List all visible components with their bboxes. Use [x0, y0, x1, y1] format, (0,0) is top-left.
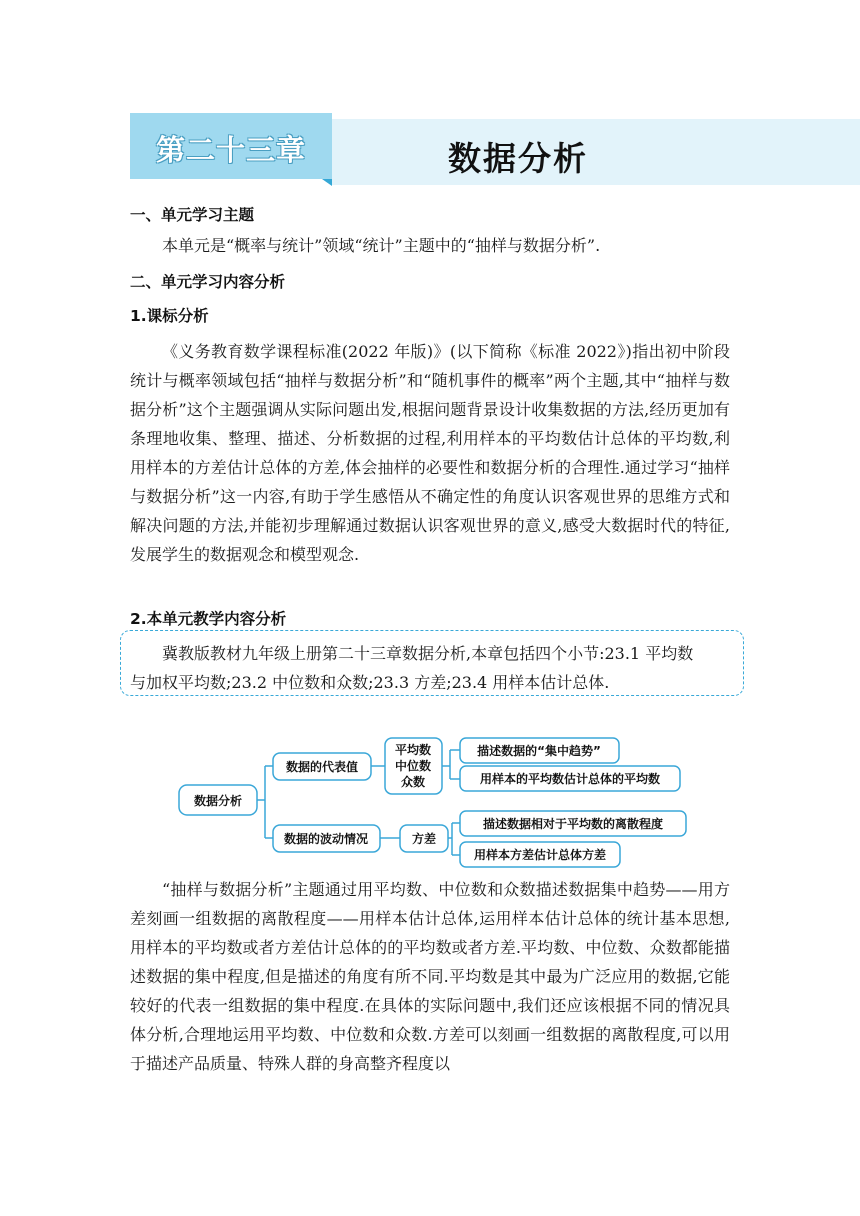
leaf1-label: 描述数据的“集中趋势”	[477, 744, 601, 758]
branch1-child-label-3: 众数	[400, 775, 426, 789]
subsection-2-heading: 2.本单元教学内容分析	[130, 610, 287, 628]
callout-line-2: 与加权平均数;23.2 中位数和众数;23.3 方差;23.4 用样本估计总体.	[130, 673, 610, 692]
branch1-child-connector	[442, 750, 460, 779]
summary-paragraph: “抽样与数据分析”主题通过用平均数、中位数和众数描述数据集中趋势——用方差刻画一组数据的离散程度——用样本估计总体,运用样本估计总体的统计基本思想,用样本的平均数或者方差估计总体的的平均数或者方差.平均数、中位数、众数都能描述数据的集中程度,但是描述的角度有所不同.平均数是其中最为广泛应用的数据,它能较好的代表一组数据的集中程度.在具体的实际问题中,我们还应该根据不同的情况具体分析,合理地运用平均数、中位数和众数.方差可以刻画一组数据的离散程度,可以用于描述产品质量、特殊人群的身高整齐程度以	[130, 880, 730, 1073]
branch2-label: 数据的波动情况	[283, 832, 369, 846]
leaf3-label: 描述数据相对于平均数的离散程度	[482, 817, 664, 831]
section-1-text: 本单元是“概率与统计”领域“统计”主题中的“抽样与数据分析”.	[162, 236, 601, 255]
callout-line-1: 冀教版教材九年级上册第二十三章数据分析,本章包括四个小节:23.1 平均数	[162, 644, 694, 663]
subsection-1-text: 《义务教育数学课程标准(2022 年版)》(以下简称《标准 2022》)指出初中阶段统计与概率领域包括“抽样与数据分析”和“随机事件的概率”两个主题,其中“抽样与数据分析”这个主题强调从实际问题出发,根据问题背景设计收集数据的方法,经历更加有条理地收集、整理、描述、分析数据的过程,利用样本的平均数估计总体的平均数,利用样本的方差估计总体的方差,体会抽样的必要性和数据分析的合理性.通过学习“抽样与数据分析”这一内容,有助于学生感悟从不确定性的角度认识客观世界的思维方式和解决问题的方法,并能初步理解通过数据认识客观世界的意义,感受大数据时代的特征,发展学生的数据观念和模型观念.	[130, 342, 730, 564]
branch2-child-connector	[448, 823, 460, 855]
root-label: 数据分析	[193, 794, 243, 808]
leaf4-label: 用样本方差估计总体方差	[473, 848, 607, 862]
branch1-child-label-1: 平均数	[394, 743, 432, 757]
subsection-1-heading: 1.课标分析	[130, 307, 209, 325]
section-1-heading: 一、单元学习主题	[130, 206, 255, 224]
leaf2-label: 用样本的平均数估计总体的平均数	[479, 772, 661, 786]
chapter-title: 数据分析	[448, 139, 588, 178]
root-connector	[257, 766, 273, 838]
branch1-label: 数据的代表值	[285, 760, 359, 774]
section-2-heading: 二、单元学习内容分析	[130, 273, 286, 291]
branch2-child-label: 方差	[411, 832, 437, 846]
branch1-child-label-2: 中位数	[394, 759, 432, 773]
chapter-label: 第二十三章	[155, 133, 306, 167]
